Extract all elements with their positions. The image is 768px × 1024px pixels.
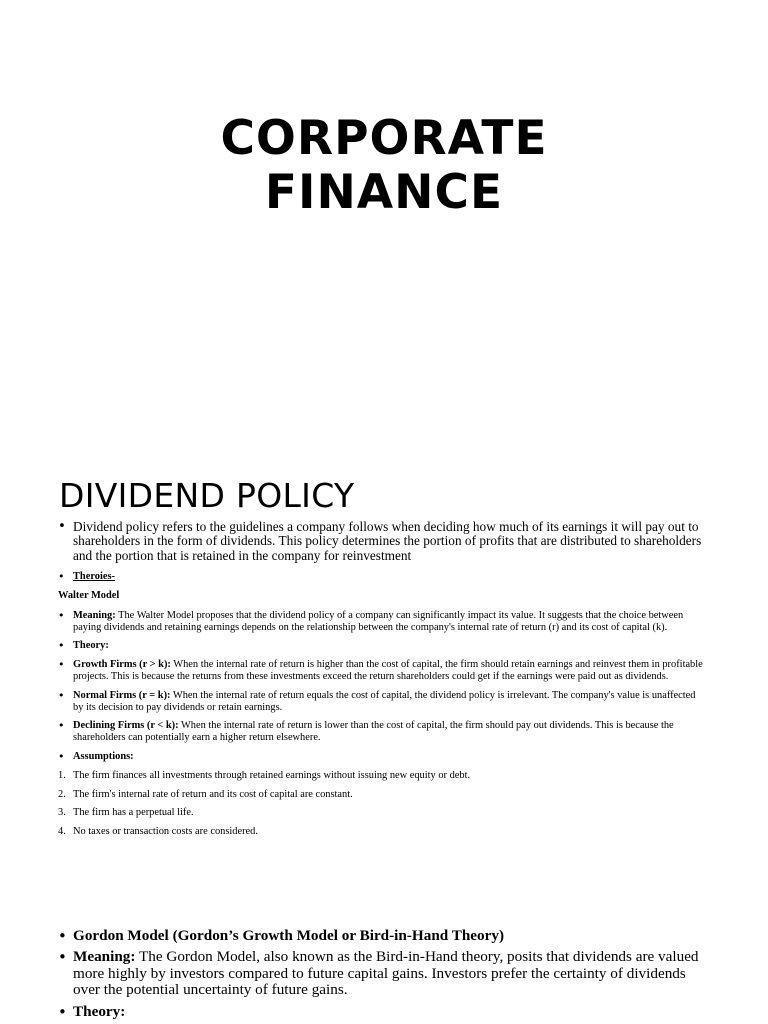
assumption-text: No taxes or transaction costs are considered. bbox=[73, 826, 258, 838]
intro-list bbox=[58, 520, 708, 563]
walter-model-block bbox=[58, 571, 708, 838]
assumptions-label: Assumptions: bbox=[73, 750, 134, 762]
walter-meaning-item bbox=[58, 610, 708, 634]
meaning-text: The Walter Model proposes that the dividend policy of a company can significantly impact its value. It suggests that the choice between paying dividends and retaining earnings depends on the relationship between the company's internal rate of return (r) and its cost of capital (k). bbox=[73, 609, 684, 633]
theories-label: Theroies- bbox=[73, 571, 115, 583]
assumption-text: The firm's internal rate of return and its cost of capital are constant. bbox=[73, 788, 353, 800]
growth-firms-item bbox=[58, 659, 708, 683]
gordon-theory-label: Theory: bbox=[73, 1002, 126, 1020]
walter-theory-item bbox=[58, 640, 708, 652]
growth-firms-label: Growth Firms (r > k): bbox=[73, 659, 171, 671]
assumption-item bbox=[58, 807, 708, 819]
gordon-heading: Gordon Model (Gordon’s Growth Model or Bird-in-Hand Theory) bbox=[73, 927, 505, 944]
title-line-2: FINANCE bbox=[264, 165, 504, 220]
normal-firms-item bbox=[58, 690, 708, 714]
meaning-label: Meaning: bbox=[73, 609, 116, 621]
walter-model-heading: Walter Model bbox=[58, 590, 120, 602]
gordon-heading-item bbox=[58, 928, 708, 944]
assumption-item bbox=[58, 770, 708, 782]
assumption-number: 2. bbox=[58, 788, 66, 800]
assumptions-item bbox=[58, 751, 708, 763]
declining-firms-item bbox=[58, 720, 708, 744]
normal-firms-label: Normal Firms (r = k): bbox=[73, 689, 171, 701]
gordon-theory-item bbox=[58, 1004, 708, 1020]
assumption-number: 3. bbox=[58, 807, 66, 819]
declining-firms-text: When the internal rate of return is lower than the cost of capital, the firm should pay out dividends. This is because the shareholders can potentially earn a higher return elsewhere. bbox=[73, 720, 674, 744]
assumption-item bbox=[58, 789, 708, 801]
gordon-meaning-text: The Gordon Model, also known as the Bird-in-Hand theory, posits that dividends are valued more highly by investors compared to future capital gains. Investors prefer the certainty of dividends over the potential uncertainty of future gains. bbox=[73, 948, 699, 999]
growth-firms-text: When the internal rate of return is higher than the cost of capital, the firm should retain earnings and reinvest them in profitable projects. This is because the returns from these investments exceed the return shareholders could get if the earnings were paid out as dividends. bbox=[73, 659, 703, 682]
assumption-item bbox=[58, 826, 708, 838]
assumption-number: 1. bbox=[58, 769, 66, 781]
assumption-number: 4. bbox=[58, 826, 66, 838]
document-title bbox=[0, 112, 768, 220]
section-heading: DIVIDEND POLICY bbox=[59, 476, 355, 515]
assumption-text: The firm has a perpetual life. bbox=[73, 807, 194, 819]
normal-firms-text: When the internal rate of return equals the cost of capital, the dividend policy is irrelevant. The company's value is unaffected by its decision to pay dividends or retain earnings. bbox=[73, 689, 696, 713]
intro-paragraph: • Dividend policy refers to the guidelines a company follows when deciding how much of its earnings it will pay out to shareholders in the form of dividends. This policy determines the portion of profits that are distributed to shareholders and the portion that is retained in the company for reinvestment bbox=[58, 520, 708, 563]
declining-firms-label: Declining Firms (r < k): bbox=[73, 720, 179, 732]
dividend-policy-section bbox=[58, 474, 708, 838]
gordon-model-section bbox=[58, 928, 708, 1020]
theories-item bbox=[58, 571, 708, 583]
assumption-text: The firm finances all investments through retained earnings without issuing new equity or debt. bbox=[73, 769, 471, 781]
title-line-1: CORPORATE bbox=[220, 111, 548, 166]
gordon-meaning-label: Meaning: bbox=[73, 948, 136, 966]
assumptions-list bbox=[58, 770, 708, 838]
theory-label: Theory: bbox=[73, 640, 109, 652]
gordon-meaning-item bbox=[58, 949, 708, 998]
